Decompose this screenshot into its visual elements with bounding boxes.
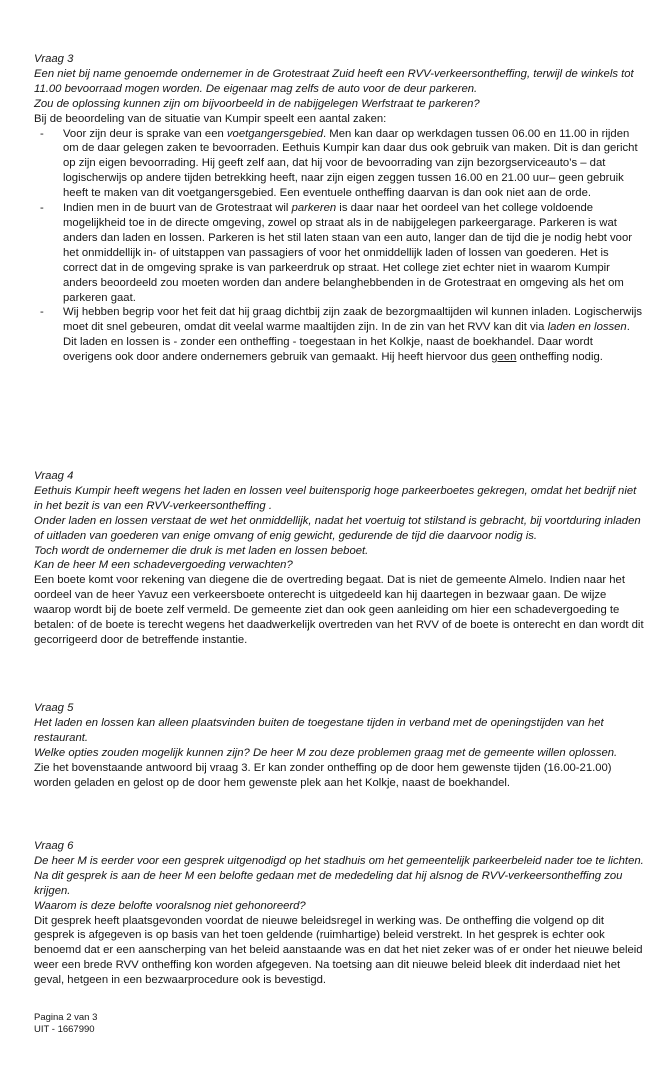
question-text: Waarom is deze belofte vooralsnog niet gehonoreerd?: [34, 899, 306, 912]
section-title: Vraag 3: [34, 53, 74, 65]
list-item: - Wij hebben begrip voor het feit dat hij graag dichtbij zijn zaak de bezorgmaaltijden wil kunnen inladen. Logischerwijs moet dit snel gebeuren, omdat dit veelal warme maaltijden zijn. In de zin van het RVV kan dit via laden en lossen. Dit laden en lossen is - zonder een ontheffing - toegestaan in het Kolkje, naast de boekhandel. Daar wordt overigens ook door andere ondernemers gebruik van gemaakt. Hij heeft hiervoor dus geen ontheffing nodig.: [34, 305, 644, 365]
question-text: Zou de oplossing kunnen zijn om bijvoorbeeld in de nabijgelegen Werfstraat te parkeren?: [34, 97, 480, 110]
page-number: Pagina 2 van 3: [34, 1012, 98, 1023]
question-text: Toch wordt de ondernemer die druk is met laden en lossen beboet.: [34, 544, 369, 557]
question-text: Een niet bij name genoemde ondernemer in de Grotestraat Zuid heeft een RVV-verkeersontheffing, terwijl de winkels tot 11.00 bevoorraad mogen worden. De eigenaar mag zelfs de auto voor de deur parkeren.: [34, 67, 634, 95]
answer-text: Dit gesprek heeft plaatsgevonden voordat de nieuwe beleidsregel in werking was. De ontheffing die volgend op dit gesprek is afgegeven is op basis van het toen geldende (ruimhartige) beleid verstrekt. In het gesprek is echter ook benoemd dat er een aanscherping van het beleid aanstaande was en dat het niet zeker was of er onder het nieuwe beleid weer een brede RVV ontheffing kon worden afgegeven. Na toetsing aan dit nieuwe beleid bleek dit inderdaad niet het geval, hetgeen in een bezwaarprocedure ook is bevestigd.: [34, 914, 643, 987]
page-footer: [34, 1012, 97, 1036]
question-text: Eethuis Kumpir heeft wegens het laden en lossen veel buitensporig hoge parkeerboetes gekregen, omdat het bedrijf niet in het bezit is van een RVV-verkeersontheffing .: [34, 484, 637, 512]
question-text: Het laden en lossen kan alleen plaatsvinden buiten de toegestane tijden in verband met de openingstijden van het restaurant.: [34, 716, 604, 744]
question-text: Kan de heer M een schadevergoeding verwachten?: [34, 559, 293, 572]
answer-intro: Bij de beoordeling van de situatie van Kumpir speelt een aantal zaken:: [34, 112, 387, 125]
list-item: - Voor zijn deur is sprake van een voetgangersgebied. Men kan daar op werkdagen tussen 06.00 en 11.00 in rijden om de daar gelegen zaken te bevoorraden. Eethuis Kumpir kan daar dus ook gebruik van maken. Dit is dan gericht op zijn eigen bevoorrading. Hij geeft zelf aan, dat hij voor de bevoorrading van zijn bezorgserviceauto’s – dat logischerwijs op andere tijden betrekking heeft, naar zijn eigen zeggen tussen 16.00 en 21.00 uur– geen gebruik heeft te maken van dit voetgangersgebied. Een eventuele ontheffing daarvan is dan ook niet aan de orde.: [34, 127, 644, 202]
section-vraag-6: [34, 839, 644, 988]
question-text: De heer M is eerder voor een gesprek uitgenodigd op het stadhuis om het gemeentelijk parkeerbeleid nader toe te lichten. Na dit gesprek is aan de heer M een belofte gedaan met de mededeling dat hij alsnog de RVV-verkeersontheffing zou krijgen.: [34, 854, 644, 897]
list-item: - Indien men in de buurt van de Grotestraat wil parkeren is daar naar het oordeel van het college voldoende mogelijkheid toe in de directe omgeving, zowel op straat als in de nabijgelegen parkeergarage. Parkeren is wat anders dan laden en lossen. Parkeren is het stil laten staan van een auto, langer dan de tijd die je nodig hebt voor het onmiddellijk in- of uitstappen van passagiers of voor het onmiddellijk laden of lossen van goederen. Het is correct dat in de omgeving sprake is van parkeerdruk op straat. Het college ziet echter niet in waarom Kumpir anders beoordeeld zou moeten worden dan andere belanghebbenden in de Grotestraat en omgeving als het om parkeren gaat.: [34, 201, 644, 305]
section-vraag-4: [34, 469, 644, 648]
section-title: Vraag 6: [34, 840, 74, 852]
question-text: Welke opties zouden mogelijk kunnen zijn? De heer M zou deze problemen graag met de gemeente willen oplossen.: [34, 746, 618, 759]
section-vraag-3: [34, 52, 644, 365]
section-title: Vraag 4: [34, 470, 74, 482]
bullet-list: [34, 127, 644, 366]
section-title: Vraag 5: [34, 702, 74, 714]
question-text: Onder laden en lossen verstaat de wet het onmiddellijk, nadat het voertuig tot stilstand is gebracht, bij voortduring inladen of uitladen van goederen van enige omvang of enig gewicht, gedurende de tijd die daarvoor nodig is.: [34, 514, 641, 542]
answer-text: Een boete komt voor rekening van diegene die de overtreding begaat. Dat is niet de gemeente Almelo. Indien naar het oordeel van de heer Yavuz een verkeersboete onterecht is uitgedeeld kan hij daartegen in bezwaar gaan. De wijze waarop wordt bij de boete zelf vermeld. De gemeente ziet dan ook geen aanleiding om hier een schadevergoeding te betalen: of de boete is terecht wegens het daadwerkelijk overtreden van het RVV of de boete is onterecht en dan wordt dit gecorrigeerd door de betreffende instantie.: [34, 574, 644, 646]
answer-text: Zie het bovenstaande antwoord bij vraag 3. Er kan zonder ontheffing op de door hem gewenste tijden (16.00-21.00) worden geladen en gelost op de door hem gewenste plek aan het Kolkje, naast de boekhandel.: [34, 761, 612, 789]
document-reference: UIT - 1667990: [34, 1024, 95, 1035]
section-vraag-5: [34, 701, 644, 790]
